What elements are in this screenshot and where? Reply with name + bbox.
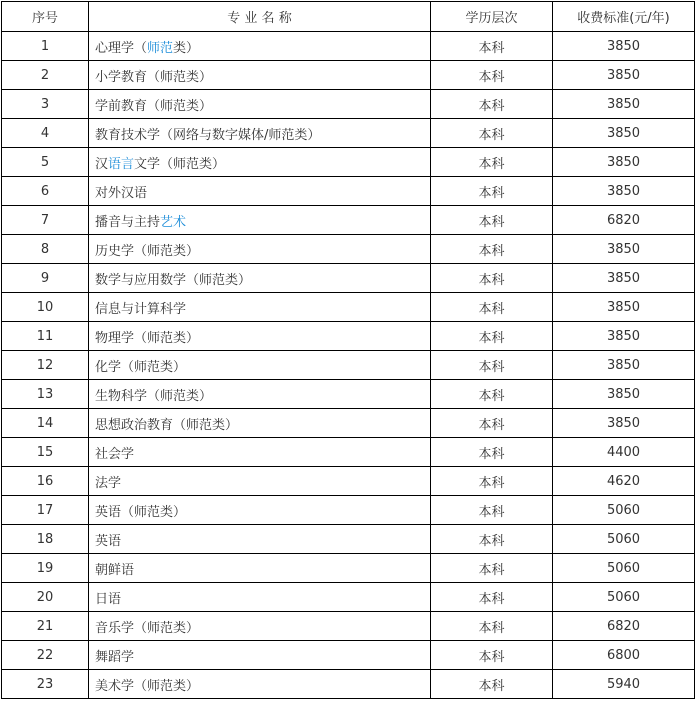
table-row	[2, 612, 695, 641]
tuition-fee: 3850	[553, 119, 695, 148]
major-name-text: 历史学（师范类）	[95, 243, 200, 259]
row-number: 6	[2, 177, 89, 206]
major-name	[89, 467, 431, 496]
row-number: 3	[2, 90, 89, 119]
degree-level: 本科	[431, 583, 553, 612]
major-name-text: 数学与应用数学（师范类）	[95, 272, 252, 288]
major-name	[89, 380, 431, 409]
major-name	[89, 438, 431, 467]
degree-level: 本科	[431, 206, 553, 235]
tuition-fee: 4400	[553, 438, 695, 467]
tuition-fee: 3850	[553, 177, 695, 206]
tuition-fee: 3850	[553, 90, 695, 119]
major-name-text: 社会学	[95, 446, 135, 462]
major-name	[89, 583, 431, 612]
major-name-text: 音乐学（师范类）	[95, 620, 200, 636]
header-number: 序号	[2, 2, 89, 32]
header-degree-level: 学历层次	[431, 2, 553, 32]
tuition-fee: 3850	[553, 409, 695, 438]
major-name-text: 汉	[95, 156, 109, 172]
major-name-text: 英语	[95, 533, 122, 549]
row-number: 18	[2, 525, 89, 554]
header-major-name: 专 业 名 称	[89, 2, 431, 32]
degree-level: 本科	[431, 380, 553, 409]
major-name-text: 信息与计算科学	[95, 301, 187, 317]
degree-level: 本科	[431, 90, 553, 119]
tuition-fee: 6800	[553, 641, 695, 670]
tuition-fee: 5060	[553, 554, 695, 583]
row-number: 7	[2, 206, 89, 235]
major-name-text: 文学（师范类）	[134, 156, 226, 172]
tuition-fee: 3850	[553, 351, 695, 380]
major-name-text: 类）	[173, 40, 200, 56]
table-row	[2, 61, 695, 90]
tuition-table	[1, 1, 695, 699]
table-row	[2, 293, 695, 322]
major-name-text: 化学（师范类）	[95, 359, 187, 375]
table-row	[2, 235, 695, 264]
major-name	[89, 61, 431, 90]
degree-level: 本科	[431, 61, 553, 90]
degree-level: 本科	[431, 119, 553, 148]
table-row	[2, 409, 695, 438]
row-number: 20	[2, 583, 89, 612]
table-header-row	[2, 2, 695, 32]
tuition-fee: 4620	[553, 467, 695, 496]
major-name-text: 生物科学（师范类）	[95, 388, 213, 404]
row-number: 16	[2, 467, 89, 496]
table-row	[2, 32, 695, 61]
tuition-fee: 5940	[553, 670, 695, 699]
major-name	[89, 177, 431, 206]
row-number: 23	[2, 670, 89, 699]
table-row	[2, 351, 695, 380]
table-row	[2, 438, 695, 467]
row-number: 11	[2, 322, 89, 351]
keyword-link[interactable]: 艺术	[160, 214, 187, 230]
tuition-fee: 5060	[553, 496, 695, 525]
major-name	[89, 90, 431, 119]
row-number: 9	[2, 264, 89, 293]
degree-level: 本科	[431, 32, 553, 61]
major-name	[89, 525, 431, 554]
table-row	[2, 177, 695, 206]
row-number: 15	[2, 438, 89, 467]
major-name	[89, 554, 431, 583]
row-number: 12	[2, 351, 89, 380]
degree-level: 本科	[431, 264, 553, 293]
degree-level: 本科	[431, 670, 553, 699]
degree-level: 本科	[431, 641, 553, 670]
row-number: 2	[2, 61, 89, 90]
tuition-fee: 3850	[553, 148, 695, 177]
major-name-text: 法学	[95, 475, 122, 491]
degree-level: 本科	[431, 351, 553, 380]
major-name-text: 小学教育（师范类）	[95, 69, 213, 85]
tuition-fee: 3850	[553, 322, 695, 351]
row-number: 13	[2, 380, 89, 409]
table-row	[2, 496, 695, 525]
tuition-fee: 3850	[553, 380, 695, 409]
tuition-fee: 3850	[553, 32, 695, 61]
degree-level: 本科	[431, 496, 553, 525]
degree-level: 本科	[431, 467, 553, 496]
major-name	[89, 409, 431, 438]
table-row	[2, 670, 695, 699]
tuition-fee: 3850	[553, 293, 695, 322]
major-name-text: 对外汉语	[95, 185, 148, 201]
major-name-text: 美术学（师范类）	[95, 678, 200, 694]
degree-level: 本科	[431, 148, 553, 177]
table-row	[2, 119, 695, 148]
major-name-text: 日语	[95, 591, 122, 607]
keyword-link[interactable]: 师范	[147, 40, 174, 56]
major-name-text: 播音与主持	[95, 214, 161, 230]
major-name	[89, 206, 431, 235]
degree-level: 本科	[431, 409, 553, 438]
major-name	[89, 612, 431, 641]
major-name	[89, 264, 431, 293]
row-number: 14	[2, 409, 89, 438]
table-row	[2, 467, 695, 496]
row-number: 17	[2, 496, 89, 525]
header-tuition-fee: 收费标准(元/年)	[553, 2, 695, 32]
row-number: 4	[2, 119, 89, 148]
row-number: 1	[2, 32, 89, 61]
major-name	[89, 641, 431, 670]
major-name	[89, 322, 431, 351]
major-name-text: 舞蹈学	[95, 649, 135, 665]
major-name	[89, 496, 431, 525]
major-name	[89, 119, 431, 148]
row-number: 10	[2, 293, 89, 322]
major-name	[89, 32, 431, 61]
row-number: 22	[2, 641, 89, 670]
major-name-text: 物理学（师范类）	[95, 330, 200, 346]
row-number: 5	[2, 148, 89, 177]
degree-level: 本科	[431, 177, 553, 206]
degree-level: 本科	[431, 554, 553, 583]
table-row	[2, 90, 695, 119]
tuition-fee: 6820	[553, 206, 695, 235]
tuition-fee: 6820	[553, 612, 695, 641]
degree-level: 本科	[431, 322, 553, 351]
tuition-fee: 3850	[553, 61, 695, 90]
table-row	[2, 525, 695, 554]
table-row	[2, 583, 695, 612]
table-row	[2, 554, 695, 583]
major-name	[89, 351, 431, 380]
major-name-text: 心理学（	[95, 40, 148, 56]
row-number: 8	[2, 235, 89, 264]
table-body	[2, 32, 695, 699]
table-row	[2, 206, 695, 235]
major-name-text: 英语（师范类）	[95, 504, 187, 520]
table-row	[2, 148, 695, 177]
row-number: 19	[2, 554, 89, 583]
table-row	[2, 641, 695, 670]
table-row	[2, 322, 695, 351]
tuition-fee: 3850	[553, 264, 695, 293]
tuition-fee: 5060	[553, 583, 695, 612]
major-name	[89, 293, 431, 322]
major-name	[89, 235, 431, 264]
major-name	[89, 148, 431, 177]
table-row	[2, 264, 695, 293]
degree-level: 本科	[431, 525, 553, 554]
major-name-text: 思想政治教育（师范类）	[95, 417, 239, 433]
degree-level: 本科	[431, 612, 553, 641]
major-name-text: 朝鲜语	[95, 562, 135, 578]
major-name-text: 学前教育（师范类）	[95, 98, 213, 114]
degree-level: 本科	[431, 293, 553, 322]
keyword-link[interactable]: 语言	[108, 156, 135, 172]
major-name-text: 教育技术学（网络与数字媒体/师范类）	[95, 127, 321, 143]
degree-level: 本科	[431, 235, 553, 264]
tuition-fee: 3850	[553, 235, 695, 264]
degree-level: 本科	[431, 438, 553, 467]
table-row	[2, 380, 695, 409]
tuition-fee: 5060	[553, 525, 695, 554]
row-number: 21	[2, 612, 89, 641]
major-name	[89, 670, 431, 699]
